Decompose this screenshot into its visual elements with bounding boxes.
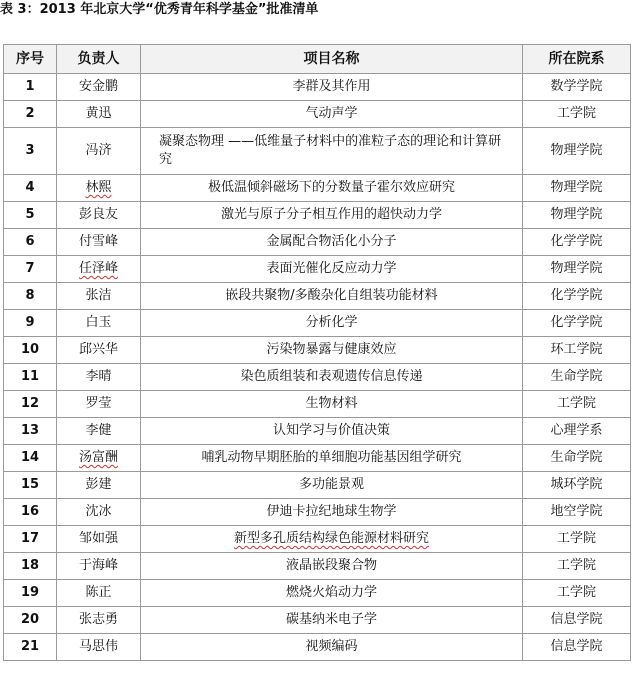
row-number: 9 (4, 310, 57, 337)
row-number: 5 (4, 202, 57, 229)
project-name: 液晶嵌段聚合物 (141, 553, 523, 580)
principal-investigator: 白玉 (57, 310, 141, 337)
row-number: 21 (4, 634, 57, 661)
table-row (4, 499, 631, 526)
row-number: 14 (4, 445, 57, 472)
table-row (4, 283, 631, 310)
table-row (4, 580, 631, 607)
table-row (4, 310, 631, 337)
table-row (4, 607, 631, 634)
table-row (4, 128, 631, 175)
department: 物理学院 (523, 128, 631, 175)
row-number: 8 (4, 283, 57, 310)
project-name: 金属配合物活化小分子 (141, 229, 523, 256)
department: 数学学院 (523, 74, 631, 101)
row-number: 4 (4, 175, 57, 202)
department: 生命学院 (523, 364, 631, 391)
header-row (4, 45, 631, 74)
project-name: 多功能景观 (141, 472, 523, 499)
principal-investigator: 付雪峰 (57, 229, 141, 256)
department: 化学学院 (523, 310, 631, 337)
table-row (4, 553, 631, 580)
table-row (4, 101, 631, 128)
project-name: 分析化学 (141, 310, 523, 337)
header-pi: 负责人 (57, 45, 141, 74)
investigator-name: 任泽峰 (78, 261, 118, 276)
principal-investigator: 李健 (57, 418, 141, 445)
principal-investigator: 沈冰 (57, 499, 141, 526)
department: 工学院 (523, 553, 631, 580)
department: 工学院 (523, 580, 631, 607)
project-name: 燃烧火焰动力学 (141, 580, 523, 607)
project-name: 嵌段共聚物/多酸杂化自组装功能材料 (141, 283, 523, 310)
investigator-name: 汤富酬 (78, 450, 118, 465)
row-number: 12 (4, 391, 57, 418)
header-no: 序号 (4, 45, 57, 74)
project-name: 染色质组装和表观遗传信息传递 (141, 364, 523, 391)
principal-investigator: 陈正 (57, 580, 141, 607)
principal-investigator: 罗莹 (57, 391, 141, 418)
principal-investigator: 冯济 (57, 128, 141, 175)
project-name: 认知学习与价值决策 (141, 418, 523, 445)
row-number: 19 (4, 580, 57, 607)
department: 地空学院 (523, 499, 631, 526)
principal-investigator: 彭良友 (57, 202, 141, 229)
table-row (4, 445, 631, 472)
principal-investigator: 李晴 (57, 364, 141, 391)
principal-investigator: 邹如强 (57, 526, 141, 553)
table-row (4, 337, 631, 364)
department: 信息学院 (523, 634, 631, 661)
header-project: 项目名称 (141, 45, 523, 74)
table-body (4, 74, 631, 661)
table-row (4, 418, 631, 445)
principal-investigator: 黄迅 (57, 101, 141, 128)
table-row (4, 202, 631, 229)
project-name (141, 526, 523, 553)
department: 生命学院 (523, 445, 631, 472)
table-row (4, 256, 631, 283)
row-number: 10 (4, 337, 57, 364)
principal-investigator: 张志勇 (57, 607, 141, 634)
project-name: 哺乳动物早期胚胎的单细胞功能基因组学研究 (141, 445, 523, 472)
row-number: 2 (4, 101, 57, 128)
principal-investigator: 彭建 (57, 472, 141, 499)
principal-investigator (57, 175, 141, 202)
investigator-name: 林熙 (85, 180, 112, 195)
table-caption: 表 3：2013 年北京大学“优秀青年科学基金”批准清单 (0, 2, 319, 17)
project-name: 李群及其作用 (141, 74, 523, 101)
project-name: 视频编码 (141, 634, 523, 661)
department: 信息学院 (523, 607, 631, 634)
row-number: 1 (4, 74, 57, 101)
principal-investigator: 张洁 (57, 283, 141, 310)
department: 化学学院 (523, 229, 631, 256)
row-number: 6 (4, 229, 57, 256)
department: 物理学院 (523, 256, 631, 283)
department: 工学院 (523, 526, 631, 553)
table-row (4, 74, 631, 101)
table-row (4, 634, 631, 661)
project-name: 凝聚态物理 ——低维量子材料中的准粒子态的理论和计算研究 (141, 128, 523, 175)
department: 物理学院 (523, 175, 631, 202)
row-number: 3 (4, 128, 57, 175)
table-row (4, 526, 631, 553)
table-row (4, 391, 631, 418)
row-number: 11 (4, 364, 57, 391)
project-name: 极低温倾斜磁场下的分数量子霍尔效应研究 (141, 175, 523, 202)
row-number: 16 (4, 499, 57, 526)
project-name: 表面光催化反应动力学 (141, 256, 523, 283)
principal-investigator: 于海峰 (57, 553, 141, 580)
department: 工学院 (523, 391, 631, 418)
project-name: 污染物暴露与健康效应 (141, 337, 523, 364)
project-name: 碳基纳米电子学 (141, 607, 523, 634)
row-number: 17 (4, 526, 57, 553)
row-number: 18 (4, 553, 57, 580)
table-row (4, 472, 631, 499)
department: 工学院 (523, 101, 631, 128)
row-number: 15 (4, 472, 57, 499)
header-dept: 所在院系 (523, 45, 631, 74)
project-name: 激光与原子分子相互作用的超快动力学 (141, 202, 523, 229)
department: 物理学院 (523, 202, 631, 229)
principal-investigator: 安金鹏 (57, 74, 141, 101)
table-row (4, 175, 631, 202)
row-number: 13 (4, 418, 57, 445)
project-name: 生物材料 (141, 391, 523, 418)
project-name: 伊迪卡拉纪地球生物学 (141, 499, 523, 526)
principal-investigator (57, 256, 141, 283)
table-row (4, 364, 631, 391)
principal-investigator (57, 445, 141, 472)
department: 环工学院 (523, 337, 631, 364)
project-title: 新型多孔质结构绿色能源材料研究 (233, 531, 429, 546)
principal-investigator: 邱兴华 (57, 337, 141, 364)
table-row (4, 229, 631, 256)
department: 城环学院 (523, 472, 631, 499)
principal-investigator: 马思伟 (57, 634, 141, 661)
department: 心理学系 (523, 418, 631, 445)
approval-list-table (3, 44, 631, 661)
row-number: 20 (4, 607, 57, 634)
department: 化学学院 (523, 283, 631, 310)
project-name: 气动声学 (141, 101, 523, 128)
row-number: 7 (4, 256, 57, 283)
